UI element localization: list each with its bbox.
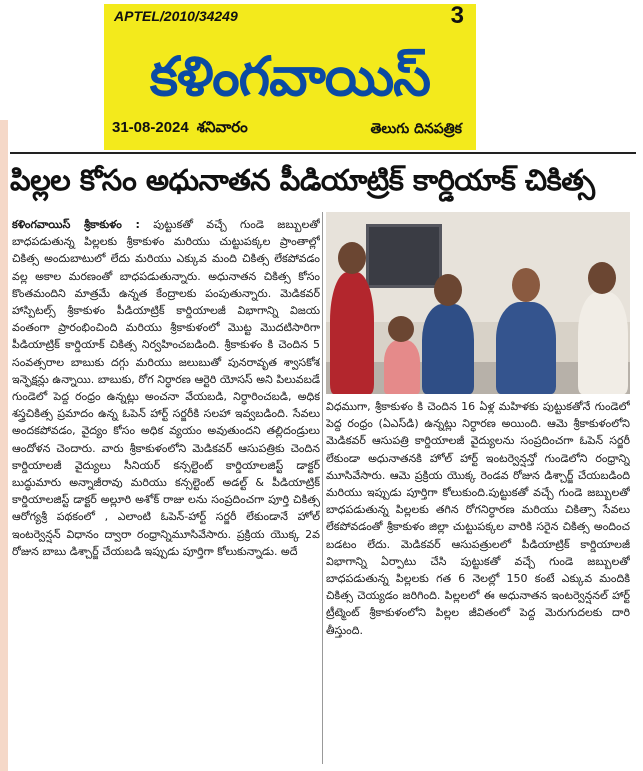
column-1-text: పుట్టుకతో వచ్చే గుండె జబ్బులతో బాధపడుతున్న పిల్లలకు శ్రీకాకుళం మరియు చుట్టుపక్కల ప్రాంతాల్లో చికిత్స అందుబాటులో లేదు మరియు ఎక్కువ మంది చికిత్స లేకపోవడం వల్ల అకాల మరణంతో బాధపడుతున్నారు. అధునాతన చికిత్స కోసం కొంతమందిని మాత్రమే ఉన్నత కేంద్రాలకు పంపుతున్నారు. మెడికవర్ హాస్పిటల్స్ శ్రీకాకుళం పీడియాట్రిక్ కార్డియాలజీ విభాగాన్ని విజయ వంతంగా ప్రారంభించింది మరియు శ్రీకాకుళంలో మొట్ట మొదటిసారిగా పీడియాట్రిక్ కార్డియాక్ చికిత్స నిర్వహించబడింది. శ్రీకాకుళం కి చెందిన 5 సంవత్సరాల బాబుకు దగ్గు మరియు జలుబుతో పునరావృత శ్వాసకోశ ఇన్ఫెక్షన్లు ఉన్నాయి. బాబుకు, రోగ నిర్ధారణ ఆర్టెరి యోసస్ అని పిలువబడే గుండెలో పెద్ద రంధ్రం ఉన్నట్లు అంచనా వేయబడి, నిర్ధారించబడి, అధిక శస్త్రచికిత్స ప్రమాదం ఉన్న ఓపెన్ హార్ట్ సర్జరీకి సలహా ఇవ్వబడింది. సేవలు అందకపోవడం, వైద్యం కోసం అధిక వ్యయం అవుతుందని తల్లిదండ్రులు ఆందోళన చెందారు. వారు శ్రీకాకుళంలోని మెడికవర్ ఆసుపత్రికు చెందిన కార్డియాలజీ వైద్యులు సీనియర్ కన్సల్టెంట్ కార్డియాలజిస్ట్ డాక్టర్ బుద్ధుమారు అన్నాజీరావు మరియు కన్సల్టెంట్ అడల్ట్ & పీడియాట్రిక్ కార్డియాలజిస్ట్ డాక్టర్ అల్లూరి అశోక్ రాజు లను సంప్రదించగా పూర్తి చికిత్స ఆరోగ్యశ్రీ పథకంలో , ఎలాంటి ఓపెన్-హార్ట్ సర్జరీ లేకుండానే హోల్ ఇంటర్వెన్షన్ విధానం ద్వారా రంధ్రాన్నిమూసివేసారు. ప్రక్రియ యొక్క 2వ రోజున బాబు డిశ్చార్జ్ చేయబడి ఇప్పుడు పూర్తిగా కోలుకున్నాడు. అదే [12,218,320,558]
child-figure [384,340,420,394]
article-column-2 [326,398,630,762]
person-figure [578,292,628,394]
article-dateline: కళింగవాయిస్ శ్రీకాకుళం : [12,218,140,231]
child-head [388,316,414,342]
person-head [338,242,366,274]
left-margin-strip [0,120,8,771]
article-column-1 [12,216,320,766]
person-head [588,262,616,294]
column-2-text: విధముగా, శ్రీకాకుళం కి చెందిన 16 ఏళ్ల మహిళకు పుట్టుకతోనే గుండెలో పెద్ద రంధ్రం (ఏఎస్‌డి) ఉన్నట్లు నిర్ధారణ అయింది. ఆమె శ్రీకాకుళంలోని మెడికవర్ ఆసుపత్రి కార్డియాలజీ వైద్యులను సంప్రదించగా ఓపెన్ సర్జరీ లేకుండా అధునాతనకి హోల్ హార్ట్ ఇంటర్వెన్షన్తో గుండెలోని రంధ్రాన్ని మూసివేసారు. ఆమె ప్రక్రియ యొక్క రెండవ రోజున డిశ్చార్జ్ చేయబడింది మరియు ఇప్పుడు పూర్తిగా కోలుకుంది.పుట్టుకతో వచ్చే గుండె జబ్బులతో బాధపడుతున్న పిల్లలకు తగిన రోగనిర్ధారణ మరియు చికిత్సా సేవలు లేకపోవడంతో శ్రీకాకుళం జిల్లా చుట్టుపక్కల వారికి సరైన చికిత్స అందించ బడటం లేదు. మెడికవర్ ఆసుపత్రులలో పీడియాట్రిక్ కార్డియాలజీ విభాగాన్ని ఏర్పాటు చేసి పుట్టుకతో వచ్చే గుండె జబ్బులతో బాధపడుతున్న పిల్లలకు గత 6 నెలల్లో 150 కంటే ఎక్కువ మందికి చికిత్స చెయ్యడం జరిగింది. పిల్లలలో ఈ అధునాతన ఇంటర్వెన్షనల్ హార్ట్ ట్రీట్మెంట్ శ్రీకాకుళంలోని పిల్లల జీవితంలో పెద్ద మెరుగుదలకు దారి తీస్తుంది. [326,400,630,637]
newspaper-tagline: తెలుగు దినపత్రిక [370,121,462,137]
day-text: శనివారం [196,119,248,136]
article-headline: పిల్లల కోసం అధునాతన పీడియాట్రిక్ కార్డియాక్ చికిత్స [10,152,636,206]
newspaper-title: కళింగవాయిస్ [149,45,431,108]
article-photo [326,212,630,394]
column-divider [322,212,323,764]
page-number: 3 [450,2,464,29]
issue-date [112,119,248,140]
doctor-head [512,268,540,302]
doctor-figure [496,302,556,394]
person-figure [330,272,374,394]
registration-code: APTEL/2010/34249 [114,8,238,24]
doctor-head [434,274,462,306]
photo-monitor [366,224,442,288]
doctor-figure [422,304,474,394]
masthead [104,4,476,150]
date-text: 31-08-2024 [112,119,189,136]
